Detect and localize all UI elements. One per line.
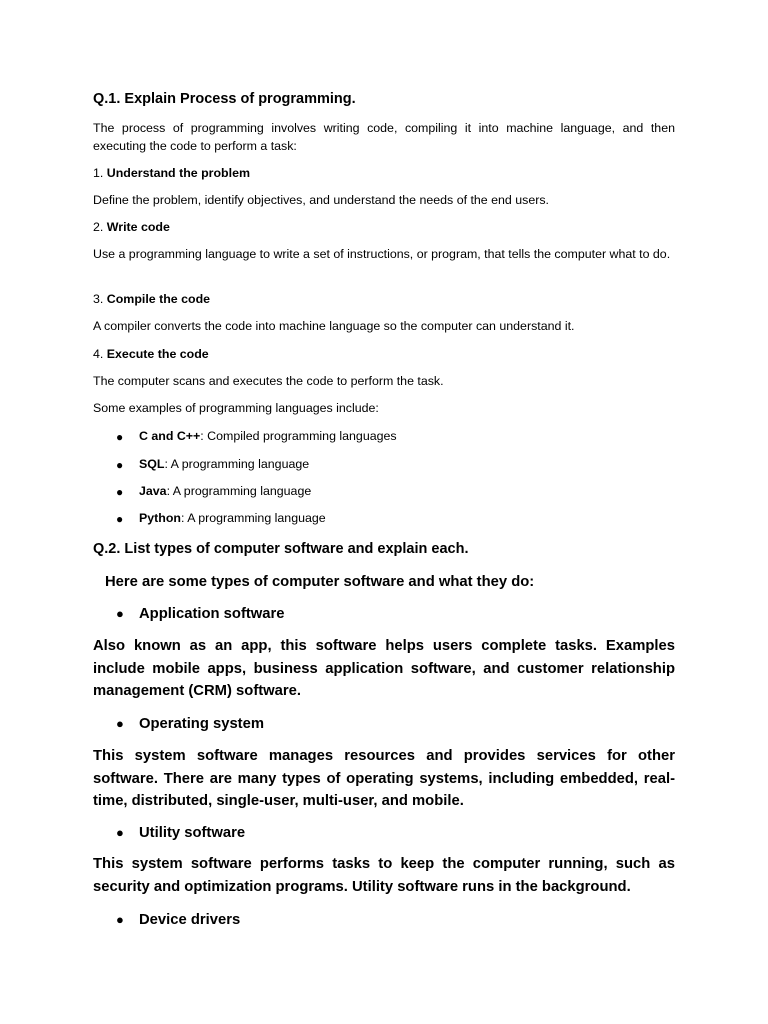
step-3-title: Compile the code [106,292,211,306]
step-3-heading [93,291,675,308]
step-3-number: 3. [93,292,107,306]
language-name: C and C++ [139,429,201,443]
software-type-application: Application software [139,606,285,622]
step-1-desc: Define the problem, identify objectives, and understand the needs of the end users. [93,193,549,207]
language-item-sql [139,456,309,473]
q2-intro: Here are some types of computer software and what they do: [105,574,535,590]
bullet-icon: ● [116,458,124,472]
bullet-icon: ● [116,716,124,731]
step-4-title: Execute the code [106,347,209,361]
step-2-title: Write code [106,220,170,234]
language-desc: : Compiled programming languages [200,429,397,443]
software-type-os: Operating system [139,716,264,732]
q1-intro: The process of programming involves writing code, compiling it into machine language, and then executing the code to perform a task: [93,121,675,153]
language-name: Python [139,511,181,525]
step-2-desc: Use a programming language to write a set of instructions, or program, that tells the computer what to do. [93,247,671,261]
language-item-c [139,428,397,445]
language-name: SQL [139,457,165,471]
bullet-icon: ● [116,430,124,444]
step-2-heading [93,219,675,236]
bullet-icon: ● [116,912,124,927]
step-4-number: 4. [93,347,107,361]
software-desc-os: This system software manages resources and provides services for other software. There are many types of operating systems, including embedded, real-time, distributed, single-user, multi-user, and mobile. [93,748,675,809]
language-item-python [139,510,326,527]
bullet-icon: ● [116,512,124,526]
step-1-heading [93,165,675,182]
bullet-icon: ● [116,485,124,499]
language-desc: : A programming language [164,457,310,471]
language-name: Java [139,484,167,498]
bullet-icon: ● [116,606,124,621]
q2-title: Q.2. List types of computer software and explain each. [93,541,469,557]
step-1-number: 1. [93,166,107,180]
step-4-heading [93,346,675,363]
software-desc-utility: This system software performs tasks to keep the computer running, such as security and optimization programs. Utility software runs in the background. [93,856,675,895]
step-1-title: Understand the problem [106,166,250,180]
language-desc: : A programming language [181,511,326,525]
step-3-desc: A compiler converts the code into machine language so the computer can understand it. [93,319,575,333]
step-2-number: 2. [93,220,107,234]
software-type-utility: Utility software [139,825,246,841]
software-desc-application: Also known as an app, this software helps users complete tasks. Examples include mobile apps, business application software, and customer relationship management (CRM) software. [93,638,675,699]
step-4-desc: The computer scans and executes the code to perform the task. [93,374,444,388]
bullet-icon: ● [116,825,124,840]
examples-intro: Some examples of programming languages include: [93,401,379,415]
q1-title: Q.1. Explain Process of programming. [93,91,356,107]
software-type-drivers: Device drivers [139,912,241,928]
language-desc: : A programming language [166,484,312,498]
language-item-java [139,483,311,500]
